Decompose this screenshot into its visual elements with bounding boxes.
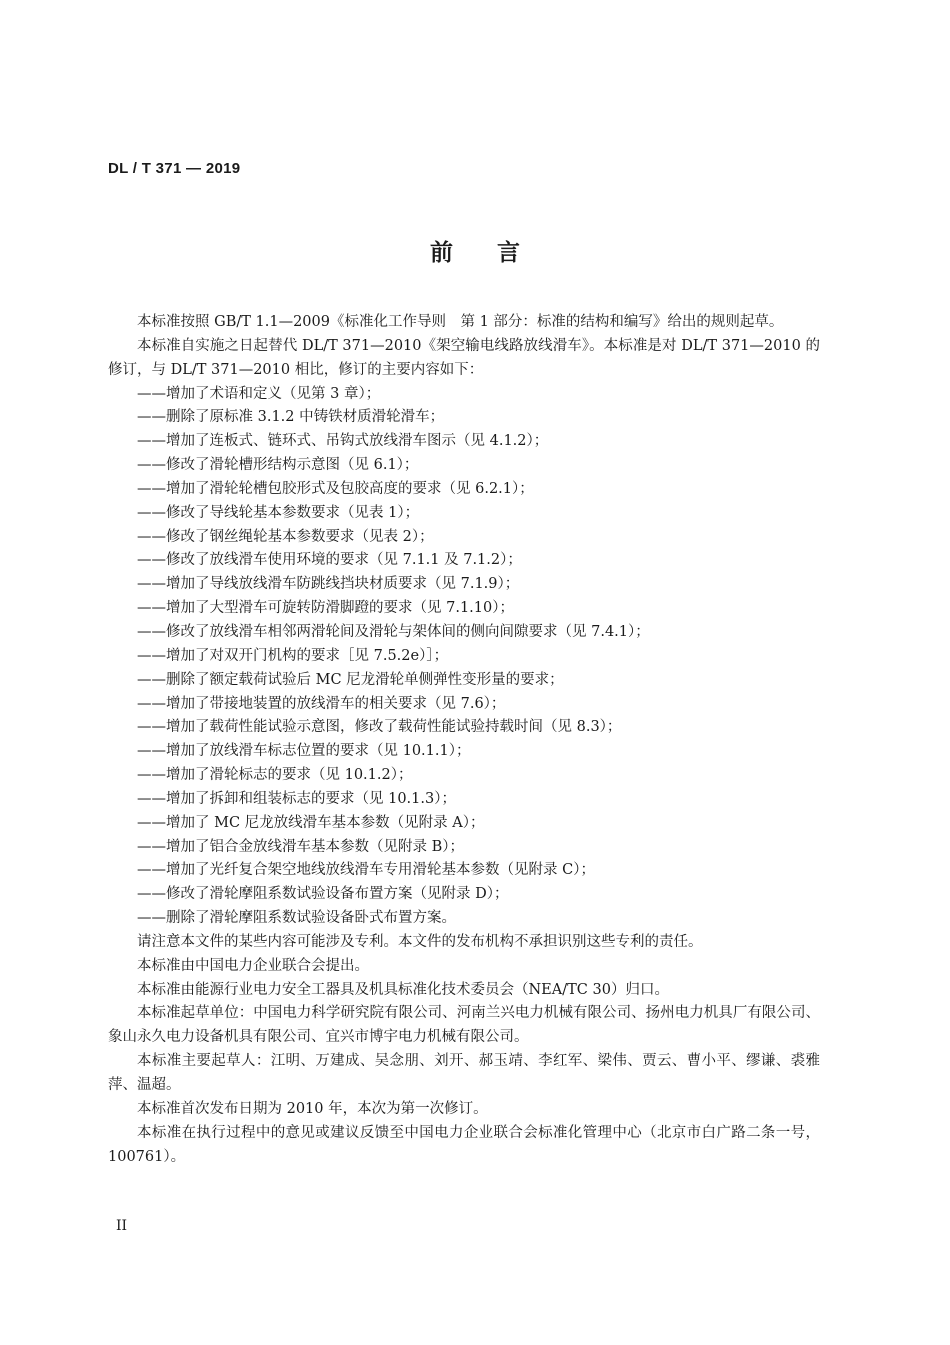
page-title: 前言	[430, 240, 564, 266]
paragraph: 本标准起草单位：中国电力科学研究院有限公司、河南兰兴电力机械有限公司、扬州电力机具厂有限公司、象山永久电力设备机具有限公司、宜兴市博宇电力机械有限公司。	[108, 1005, 820, 1046]
list-item: ——删除了滑轮摩阻系数试验设备卧式布置方案。	[137, 910, 456, 927]
list-item: ——修改了滑轮槽形结构示意图（见 6.1）；	[137, 457, 419, 474]
paragraph: 本标准按照 GB/T 1.1—2009《标准化工作导则 第 1 部分：标准的结构和编写》给出的规则起草。	[137, 314, 784, 330]
list-item: ——增加了光纤复合架空地线放线滑车专用滑轮基本参数（见附录 C）；	[137, 862, 595, 879]
paragraph: 本标准自实施之日起替代 DL/T 371—2010《架空输电线路放线滑车》。本标准是对 DL/T 371—2010 的修订，与 DL/T 371—2010 相比，修订的主要内容如下：	[108, 337, 820, 378]
list-item: ——增加了滑轮标志的要求（见 10.1.2）；	[137, 767, 413, 784]
list-item: ——增加了对双开门机构的要求［见 7.5.2e）］；	[137, 647, 449, 664]
list-item: ——修改了钢丝绳轮基本参数要求（见表 2）；	[137, 528, 434, 545]
list-item: ——增加了载荷性能试验示意图，修改了载荷性能试验持载时间（见 8.3）；	[137, 719, 622, 736]
list-item: ——增加了术语和定义（见第 3 章）；	[137, 385, 381, 402]
list-item: ——增加了铝合金放线滑车基本参数（见附录 B）；	[137, 838, 465, 855]
list-item: ——修改了放线滑车使用环境的要求（见 7.1.1 及 7.1.2）；	[137, 552, 522, 569]
list-item: ——增加了 MC 尼龙放线滑车基本参数（见附录 A）；	[137, 814, 485, 831]
paragraph: 本标准由能源行业电力安全工器具及机具标准化技术委员会（NEA/TC 30）归口。	[137, 981, 669, 998]
list-item: ——修改了放线滑车相邻两滑轮间及滑轮与架体间的侧向间隙要求（见 7.4.1）；	[137, 623, 650, 640]
list-item: ——增加了带接地装置的放线滑车的相关要求（见 7.6）；	[137, 695, 506, 712]
paragraph: 本标准由中国电力企业联合会提出。	[137, 957, 369, 974]
list-item: ——增加了拆卸和组装标志的要求（见 10.1.3）；	[137, 790, 456, 807]
document-code: DL / T 371 — 2019	[108, 160, 241, 177]
paragraph: 本标准在执行过程中的意见或建议反馈至中国电力企业联合会标准化管理中心（北京市白广路二条一号，100761）。	[108, 1124, 820, 1165]
list-item: ——增加了导线放线滑车防跳线挡块材质要求（见 7.1.9）；	[137, 576, 520, 593]
list-item: ——增加了滑轮轮槽包胶形式及包胶高度的要求（见 6.2.1）；	[137, 480, 534, 497]
paragraph: 请注意本文件的某些内容可能涉及专利。本文件的发布机构不承担识别这些专利的责任。	[137, 933, 703, 950]
list-item: ——增加了放线滑车标志位置的要求（见 10.1.1）；	[137, 743, 471, 760]
list-item: ——增加了大型滑车可旋转防滑脚蹬的要求（见 7.1.10）；	[137, 600, 514, 617]
paragraph: 本标准主要起草人：江明、万建成、吴念朋、刘开、郝玉靖、李红军、梁伟、贾云、曹小平、缪谦、裘雅萍、温超。	[108, 1053, 820, 1093]
list-item: ——修改了导线轮基本参数要求（见表 1）；	[137, 504, 420, 521]
list-item: ——删除了原标准 3.1.2 中铸铁材质滑轮滑车；	[137, 409, 445, 426]
list-item: ——删除了额定载荷试验后 MC 尼龙滑轮单侧弹性变形量的要求；	[137, 671, 564, 688]
page-number: II	[116, 1218, 128, 1234]
list-item: ——修改了滑轮摩阻系数试验设备布置方案（见附录 D）；	[137, 886, 509, 903]
paragraph: 本标准首次发布日期为 2010 年，本次为第一次修订。	[137, 1100, 488, 1117]
foreword-body	[108, 311, 820, 1169]
list-item: ——增加了连板式、链环式、吊钩式放线滑车图示（见 4.1.2）；	[137, 433, 549, 450]
